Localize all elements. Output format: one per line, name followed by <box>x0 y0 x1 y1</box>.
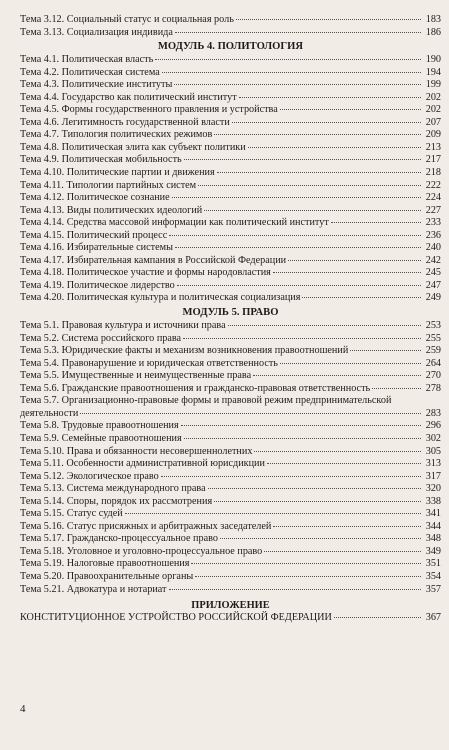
leader-dots <box>183 337 421 339</box>
toc-entry <box>20 333 441 346</box>
leader-dots <box>302 296 421 298</box>
entry-title: Тема 4.11. Типологии партийных систем <box>20 179 197 191</box>
entry-page: 186 <box>425 26 441 38</box>
leader-dots <box>264 550 421 552</box>
entry-page: 341 <box>425 508 441 520</box>
entry-page: 236 <box>425 229 441 241</box>
entry-title: Тема 4.4. Государство как политический институт <box>20 91 237 103</box>
leader-dots <box>214 500 421 502</box>
leader-dots <box>184 437 421 439</box>
entry-title: Тема 4.1. Политическая власть <box>20 54 154 66</box>
toc-entry <box>20 217 441 230</box>
entry-page: 255 <box>425 332 441 344</box>
leader-dots <box>175 246 421 248</box>
entry-page: 317 <box>425 470 441 482</box>
pre-entries <box>20 14 441 39</box>
module-4-entries <box>20 54 441 305</box>
leader-dots <box>80 412 421 414</box>
toc-entry <box>20 383 441 396</box>
toc-entry <box>20 395 441 420</box>
entry-page: 313 <box>425 458 441 470</box>
toc-entry <box>20 433 441 446</box>
toc-entry <box>20 180 441 193</box>
entry-title: Тема 4.16. Избирательные системы <box>20 242 173 254</box>
entry-title: Тема 4.6. Легитимность государственной власти <box>20 116 230 128</box>
entry-title: Тема 3.13. Социализация индивида <box>20 26 173 38</box>
leader-dots <box>280 108 421 110</box>
leader-dots <box>288 259 421 261</box>
entry-page: 218 <box>425 167 441 179</box>
entry-page: 199 <box>425 79 441 91</box>
toc-entry <box>20 292 441 305</box>
entry-title: Тема 4.3. Политические институты <box>20 79 173 91</box>
entry-page: 253 <box>425 320 441 332</box>
module-5-entries <box>20 320 441 596</box>
leader-dots <box>155 58 421 60</box>
leader-dots <box>273 271 421 273</box>
leader-dots <box>195 575 421 577</box>
entry-title: Тема 4.15. Политический процесс <box>20 229 168 241</box>
entry-page: 349 <box>425 545 441 557</box>
entry-title: Тема 5.2. Система российского права <box>20 332 182 344</box>
entry-page: 249 <box>425 292 441 304</box>
toc-entry <box>20 483 441 496</box>
entry-page: 240 <box>425 242 441 254</box>
toc-entry <box>20 104 441 117</box>
leader-dots <box>177 284 421 286</box>
toc-entry <box>20 267 441 280</box>
entry-page: 209 <box>425 129 441 141</box>
entry-page: 202 <box>425 104 441 116</box>
leader-dots <box>125 512 421 514</box>
toc-entry <box>20 92 441 105</box>
entry-title: Тема 4.14. Средства массовой информации как политический институт <box>20 217 329 229</box>
leader-dots <box>248 146 421 148</box>
toc-entry <box>20 446 441 459</box>
toc-entry <box>20 255 441 268</box>
entry-title: Тема 4.12. Политическое сознание <box>20 192 170 204</box>
entry-page: 183 <box>425 14 441 25</box>
toc-entry <box>20 230 441 243</box>
leader-dots <box>181 424 421 426</box>
leader-dots <box>350 349 421 351</box>
entry-page: 190 <box>425 54 441 66</box>
toc-entry <box>20 508 441 521</box>
toc-entry <box>20 14 441 27</box>
entry-page: 194 <box>425 66 441 78</box>
entry-title: КОНСТИТУЦИОННОЕ УСТРОЙСТВО РОССИЙСКОЙ ФЕДЕРАЦИИ <box>20 612 332 624</box>
entry-title: Тема 5.8. Трудовые правоотношения <box>20 420 179 432</box>
entry-title: Тема 3.12. Социальный статус и социальная роль <box>20 14 234 25</box>
leader-dots <box>162 71 421 73</box>
leader-dots <box>184 158 421 160</box>
entry-title: Тема 5.12. Экологическое право <box>20 470 159 482</box>
entry-title: Тема 5.6. Гражданские правоотношения и гражданско-правовая ответственность <box>20 382 371 394</box>
entry-title: Тема 4.8. Политическая элита как субъект политики <box>20 141 246 153</box>
entry-page: 302 <box>425 432 441 444</box>
toc-entry <box>20 571 441 584</box>
entry-page: 296 <box>425 420 441 432</box>
toc-entry <box>20 533 441 546</box>
entry-title-continued: деятельности <box>20 407 79 419</box>
appendix-entry <box>20 612 441 625</box>
leader-dots <box>172 196 421 198</box>
entry-page: 242 <box>425 254 441 266</box>
toc-entry <box>20 471 441 484</box>
toc-entry <box>20 370 441 383</box>
entry-page: 305 <box>425 445 441 457</box>
entry-title: Тема 4.5. Формы государственного правления и устройства <box>20 104 278 116</box>
toc-entry <box>20 142 441 155</box>
entry-page: 367 <box>425 612 441 624</box>
entry-page: 264 <box>425 357 441 369</box>
entry-page: 270 <box>425 370 441 382</box>
leader-dots <box>161 475 421 477</box>
toc-entry <box>20 192 441 205</box>
toc-entry <box>20 558 441 571</box>
entry-page: 320 <box>425 483 441 495</box>
leader-dots <box>239 96 421 98</box>
toc-entry <box>20 67 441 80</box>
module-4-heading: МОДУЛЬ 4. ПОЛИТОЛОГИЯ <box>157 41 304 53</box>
entry-title: Тема 5.15. Статус судей <box>20 508 123 520</box>
toc-entry <box>20 205 441 218</box>
leader-dots <box>175 31 421 33</box>
leader-dots <box>232 121 421 123</box>
toc-entry <box>20 117 441 130</box>
entry-title: Тема 5.11. Особенности административной юрисдикции <box>20 458 265 470</box>
leader-dots <box>191 562 421 564</box>
entry-title: Тема 4.17. Избирательная кампания в Российской Федерации <box>20 254 287 266</box>
toc-entry <box>20 496 441 509</box>
toc-entry <box>20 280 441 293</box>
entry-title: Тема 5.21. Адвокатура и нотариат <box>20 583 167 595</box>
leader-dots <box>174 83 421 85</box>
entry-title: Тема 4.18. Политическое участие и формы народовластия <box>20 267 271 279</box>
toc-entry <box>20 79 441 92</box>
leader-dots <box>217 171 421 173</box>
entry-page: 222 <box>425 179 441 191</box>
entry-page: 338 <box>425 495 441 507</box>
entry-title: Тема 5.9. Семейные правоотношения <box>20 432 182 444</box>
entry-page: 344 <box>425 520 441 532</box>
entry-title: Тема 4.9. Политическая мобильность <box>20 154 182 166</box>
entry-page: 278 <box>425 382 441 394</box>
toc-entry <box>20 320 441 333</box>
entry-page: 348 <box>425 533 441 545</box>
leader-dots <box>214 133 421 135</box>
appendix-heading: ПРИЛОЖЕНИЕ <box>191 600 270 612</box>
toc-entry <box>20 154 441 167</box>
leader-dots <box>267 462 421 464</box>
leader-dots <box>169 234 421 236</box>
entry-title: Тема 4.2. Политическая система <box>20 66 160 78</box>
leader-dots <box>253 374 421 376</box>
entry-page: 213 <box>425 141 441 153</box>
entry-title: Тема 5.14. Споры, порядок их рассмотрения <box>20 495 213 507</box>
entry-title: Тема 5.3. Юридические факты и механизм возникновения правоотношений <box>20 345 349 357</box>
entry-page: 227 <box>425 204 441 216</box>
entry-page: 217 <box>425 154 441 166</box>
leader-dots <box>236 18 421 20</box>
toc-entry <box>20 27 441 40</box>
entry-page: 283 <box>425 407 441 419</box>
leader-dots <box>208 487 421 489</box>
entry-title: Тема 5.13. Система международного права <box>20 483 206 495</box>
entry-page: 207 <box>425 116 441 128</box>
toc-entry <box>20 521 441 534</box>
entry-title: Тема 5.20. Правоохранительные органы <box>20 570 194 582</box>
entry-title: Тема 5.4. Правонарушение и юридическая ответственность <box>20 357 278 369</box>
entry-page: 259 <box>425 345 441 357</box>
entry-title: Тема 5.18. Уголовное и уголовно-процессуальное право <box>20 545 263 557</box>
toc-entry <box>20 54 441 67</box>
leader-dots <box>331 221 421 223</box>
toc-entry <box>20 546 441 559</box>
leader-dots <box>334 616 421 618</box>
entry-title: Тема 5.7. Организационно-правовые формы и правовой режим предпринимательской <box>20 395 392 407</box>
entry-title: Тема 5.1. Правовая культура и источники права <box>20 320 226 332</box>
entry-page: 351 <box>425 558 441 570</box>
leader-dots <box>254 450 421 452</box>
entry-page: 202 <box>425 91 441 103</box>
leader-dots <box>372 387 421 389</box>
toc-entry <box>20 129 441 142</box>
table-of-contents <box>20 14 441 625</box>
leader-dots <box>198 184 421 186</box>
entry-page: 354 <box>425 570 441 582</box>
leader-dots <box>273 525 421 527</box>
entry-title: Тема 5.19. Налоговые правоотношения <box>20 558 190 570</box>
leader-dots <box>228 324 421 326</box>
entry-title: Тема 5.16. Статус присяжных и арбитражных заседателей <box>20 520 272 532</box>
entry-title: Тема 4.20. Политическая культура и политическая социализация <box>20 292 301 304</box>
entry-title: Тема 4.7. Типология политических режимов <box>20 129 213 141</box>
leader-dots <box>204 209 421 211</box>
entry-page: 233 <box>425 217 441 229</box>
toc-entry <box>20 584 441 597</box>
toc-entry <box>20 358 441 371</box>
module-5-heading: МОДУЛЬ 5. ПРАВО <box>182 307 279 319</box>
toc-entry <box>20 167 441 180</box>
toc-entry <box>20 242 441 255</box>
page-number: 4 <box>20 703 26 715</box>
entry-page: 357 <box>425 583 441 595</box>
entry-page: 224 <box>425 192 441 204</box>
toc-entry <box>20 458 441 471</box>
entry-page: 245 <box>425 267 441 279</box>
entry-title: Тема 4.19. Политическое лидерство <box>20 279 175 291</box>
entry-title: Тема 4.13. Виды политических идеологий <box>20 204 203 216</box>
leader-dots <box>280 362 421 364</box>
entry-page: 247 <box>425 279 441 291</box>
entry-title: Тема 5.10. Права и обязанности несовершеннолетних <box>20 445 253 457</box>
toc-entry <box>20 345 441 358</box>
leader-dots <box>220 537 421 539</box>
toc-entry <box>20 420 441 433</box>
entry-title: Тема 5.5. Имущественные и неимущественные права <box>20 370 252 382</box>
entry-title: Тема 4.10. Политические партии и движения <box>20 167 215 179</box>
leader-dots <box>169 588 422 590</box>
entry-title: Тема 5.17. Гражданско-процессуальное право <box>20 533 218 545</box>
